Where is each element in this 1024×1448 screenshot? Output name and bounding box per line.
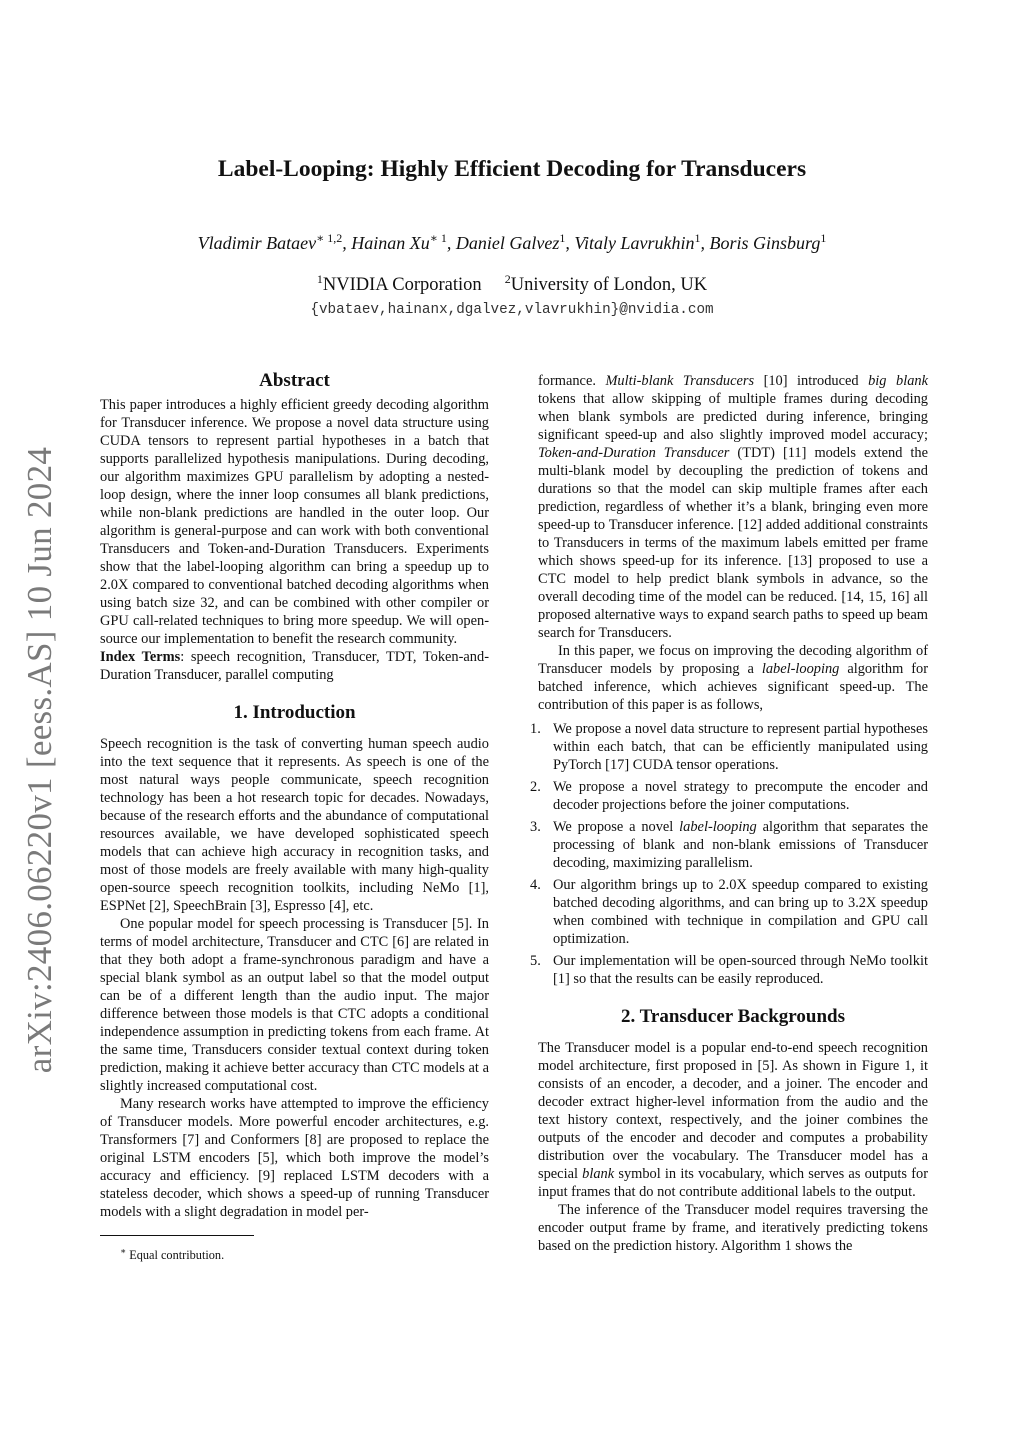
author-marks: 1 bbox=[694, 231, 701, 245]
list-text: We propose a novel strategy to precompute the encoder and decoder projections before the joiner computations. bbox=[553, 779, 928, 813]
intro-paragraph-1: Speech recognition is the task of converting human speech audio into the text sequence that it represents. As speech is one of the most natural ways people communicate, speech recognition technology has been a hot research topic for decades. Nowadays, because of the research efforts and the abundance of computational resources available, we have developed sophisticated speech models that can achieve high accuracy in recognition tasks, and most of those models are freely available with many high-quality open-source speech recognition toolkits, including NeMo [1], ESPNet [2], SpeechBrain [3], Espresso [4], etc. bbox=[100, 736, 489, 914]
author-name: Vladimir Bataev bbox=[197, 233, 317, 253]
text-run: (TDT) [11] models extend the multi-blank model by decoupling the prediction of tokens and durations so that the model can skip multiple frames after each prediction, regardless of whether it’s a blank, bringing even more speed-up to Transducer inference. [12] added additional constraints to Transducers in terms of the maximum labels emitted per frame which shows speed-up for its inference. [13] proposed to use a CTC model to help predict blank symbols in advance, so the overall decoding time of the model can be reduced. [14, 15, 16] all proposed alternative ways to expand search paths to speed up beam search for Transducers. bbox=[538, 445, 928, 641]
index-terms-text: : speech recognition, Transducer, TDT, Token-and-Duration Transducer, parallel computing bbox=[100, 649, 489, 683]
author-marks: 1 bbox=[820, 231, 827, 245]
list-text: We propose a novel data structure to represent partial hypotheses within each batch, that can be efficiently manipulated using PyTorch [17] CUDA tensor operations. bbox=[553, 721, 928, 773]
list-text: algorithm that separates the processing of blank and non-blank emissions of Transducer decoding, maximizing parallelism. bbox=[553, 819, 928, 871]
author-separator: , bbox=[342, 233, 352, 253]
left-column bbox=[100, 368, 489, 1264]
intro-paragraph-3: Many research works have attempted to improve the efficiency of Transducer models. More powerful encoder architectures, e.g. Transformers [7] and Conformers [8] are proposed to replace the original LSTM encoders [5], which both improve the model’s accuracy and efficiency. [9] replaced LSTM decoders with a stateless decoder, which shows a speed-up of running Transducer models with a slight degradation in model per- bbox=[100, 1096, 489, 1220]
list-item bbox=[530, 952, 928, 988]
intro-paragraph-5 bbox=[538, 642, 928, 714]
text-run: symbol in its vocabulary, which serves as outputs for input frames that do not contribute additional labels to the output. bbox=[538, 1166, 928, 1200]
intro-paragraph-4 bbox=[538, 372, 928, 642]
introduction-heading: 1. Introduction bbox=[233, 702, 356, 723]
author-name: Vitaly Lavrukhin bbox=[574, 233, 695, 253]
affiliation-name: University of London, UK bbox=[510, 275, 708, 296]
affiliations bbox=[0, 272, 1024, 296]
list-text: We propose a novel bbox=[553, 819, 680, 835]
index-terms bbox=[100, 648, 489, 684]
text-run: tokens that allow skipping of multiple frames during decoding when blank symbols are predicted during inference, bringing significant speed-up and also slightly improved model accuracy; bbox=[538, 391, 928, 443]
list-number: 2. bbox=[530, 779, 541, 795]
affiliation-mark: 1 bbox=[316, 272, 323, 286]
background-heading: 2. Transducer Backgrounds bbox=[620, 1006, 845, 1027]
author-marks: 1 bbox=[559, 231, 566, 245]
emphasis: label-looping bbox=[761, 661, 840, 677]
emphasis: label-looping bbox=[679, 819, 757, 835]
list-item bbox=[530, 876, 928, 948]
background-paragraph-2: The inference of the Transducer model requires traversing the encoder output frame by frame, and iteratively predicting tokens based on the prediction history. Algorithm 1 shows the bbox=[538, 1202, 928, 1254]
author-name: Daniel Galvez bbox=[455, 233, 560, 253]
emphasis: big blank bbox=[868, 373, 928, 389]
abstract-heading: Abstract bbox=[259, 370, 330, 391]
right-column bbox=[530, 372, 928, 1255]
author-marks: ∗ 1,2 bbox=[316, 231, 343, 245]
list-text: Our algorithm brings up to 2.0X speedup compared to existing batched decoding algorithms, and can bring up to 3.2X speedup when combined with technique in compilation and GPU call optimization. bbox=[553, 877, 928, 947]
arxiv-sidebar bbox=[14, 445, 66, 1075]
list-item bbox=[530, 818, 928, 872]
author-name: Hainan Xu bbox=[351, 233, 430, 253]
author-marks: ∗ 1 bbox=[429, 231, 447, 245]
contribution-list bbox=[530, 720, 928, 988]
author-name: Boris Ginsburg bbox=[709, 233, 821, 253]
text-run: algorithm for batched inference, which achieves significant speed-up. The contribution of this paper is as follows, bbox=[538, 661, 928, 713]
footnote-text: Equal contribution. bbox=[129, 1248, 225, 1263]
text-run: [10] introduced bbox=[754, 373, 869, 389]
list-number: 1. bbox=[530, 721, 541, 737]
list-item bbox=[530, 778, 928, 814]
paper-title: Label-Looping: Highly Efficient Decoding for Transducers bbox=[217, 156, 807, 182]
affiliation-name: NVIDIA Corporation bbox=[322, 275, 482, 296]
author-separator: , bbox=[565, 233, 575, 253]
abstract-text: This paper introduces a highly efficient greedy decoding algorithm for Transducer inference. We propose a novel data structure using CUDA tensors to represent partial hypotheses in a batch that supports parallelized hypothesis manipulations. During decoding, our algorithm maximizes GPU parallelism by adopting a nested-loop design, where the inner loop consumes all blank predictions, while non-blank predictions are handled in the outer loop. Our algorithm is general-purpose and can work with both conventional Transducers and Token-and-Duration Transducers. Experiments show that the label-looping algorithm can bring a speedup up to 2.0X compared to conventional batched decoding algorithms when using batch size 32, and can be combined with other compiler or GPU call-related techniques to bring more speedup. We will open-source our implementation to benefit the research community. bbox=[100, 397, 489, 647]
emphasis: Token-and-Duration Transducer bbox=[538, 445, 730, 461]
arxiv-identifier: arXiv:2406.06220v1 [eess.AS] 10 Jun 2024 bbox=[20, 446, 59, 1074]
footnote-mark: ∗ bbox=[120, 1246, 127, 1256]
author-separator: , bbox=[700, 233, 710, 253]
author-separator: , bbox=[446, 233, 456, 253]
list-number: 3. bbox=[530, 819, 541, 835]
author-emails: {vbataev,hainanx,dgalvez,vlavrukhin}@nvidia.com bbox=[310, 302, 714, 318]
text-run: The Transducer model is a popular end-to-end speech recognition model architecture, first proposed in [5]. As shown in Figure 1, it consists of an encoder, a decoder, and a joiner. The encoder and decoder extract higher-level information from the audio and the text history context, respectively, and the joiner combines the outputs of the encoder and decoder and computes a probability distribution over the vocabulary. The Transducer model has a special bbox=[538, 1040, 928, 1182]
list-item bbox=[530, 720, 928, 774]
background-paragraph-1 bbox=[538, 1039, 928, 1201]
affiliation-mark: 2 bbox=[504, 272, 511, 286]
intro-paragraph-2: One popular model for speech processing is Transducer [5]. In terms of model architecture, Transducer and CTC [6] are related in that they both adopt a frame-synchronous paradigm and have a special blank symbol as an output label so that the model output can be of a different length than the audio input. The major difference between those models is that CTC adopts a conditional independence assumption in predicting tokens from each frame. At the same time, Transducers consider textual context during token prediction, making it achieve better accuracy than CTC models at a slightly increased computational cost. bbox=[100, 916, 489, 1094]
footnote-divider bbox=[100, 1235, 254, 1236]
emphasis: blank bbox=[582, 1166, 615, 1182]
footnote bbox=[100, 1242, 489, 1264]
text-run: In this paper, we focus on improving the decoding algorithm of Transducer models by proposing a bbox=[538, 643, 928, 677]
author-list bbox=[0, 231, 1024, 254]
list-number: 4. bbox=[530, 877, 541, 893]
index-terms-label: Index Terms bbox=[100, 649, 181, 665]
list-number: 5. bbox=[530, 953, 541, 969]
emphasis: Multi-blank Transducers bbox=[605, 373, 755, 389]
list-text: Our implementation will be open-sourced through NeMo toolkit [1] so that the results can be easily reproduced. bbox=[553, 953, 928, 987]
text-run: formance. bbox=[538, 373, 606, 389]
